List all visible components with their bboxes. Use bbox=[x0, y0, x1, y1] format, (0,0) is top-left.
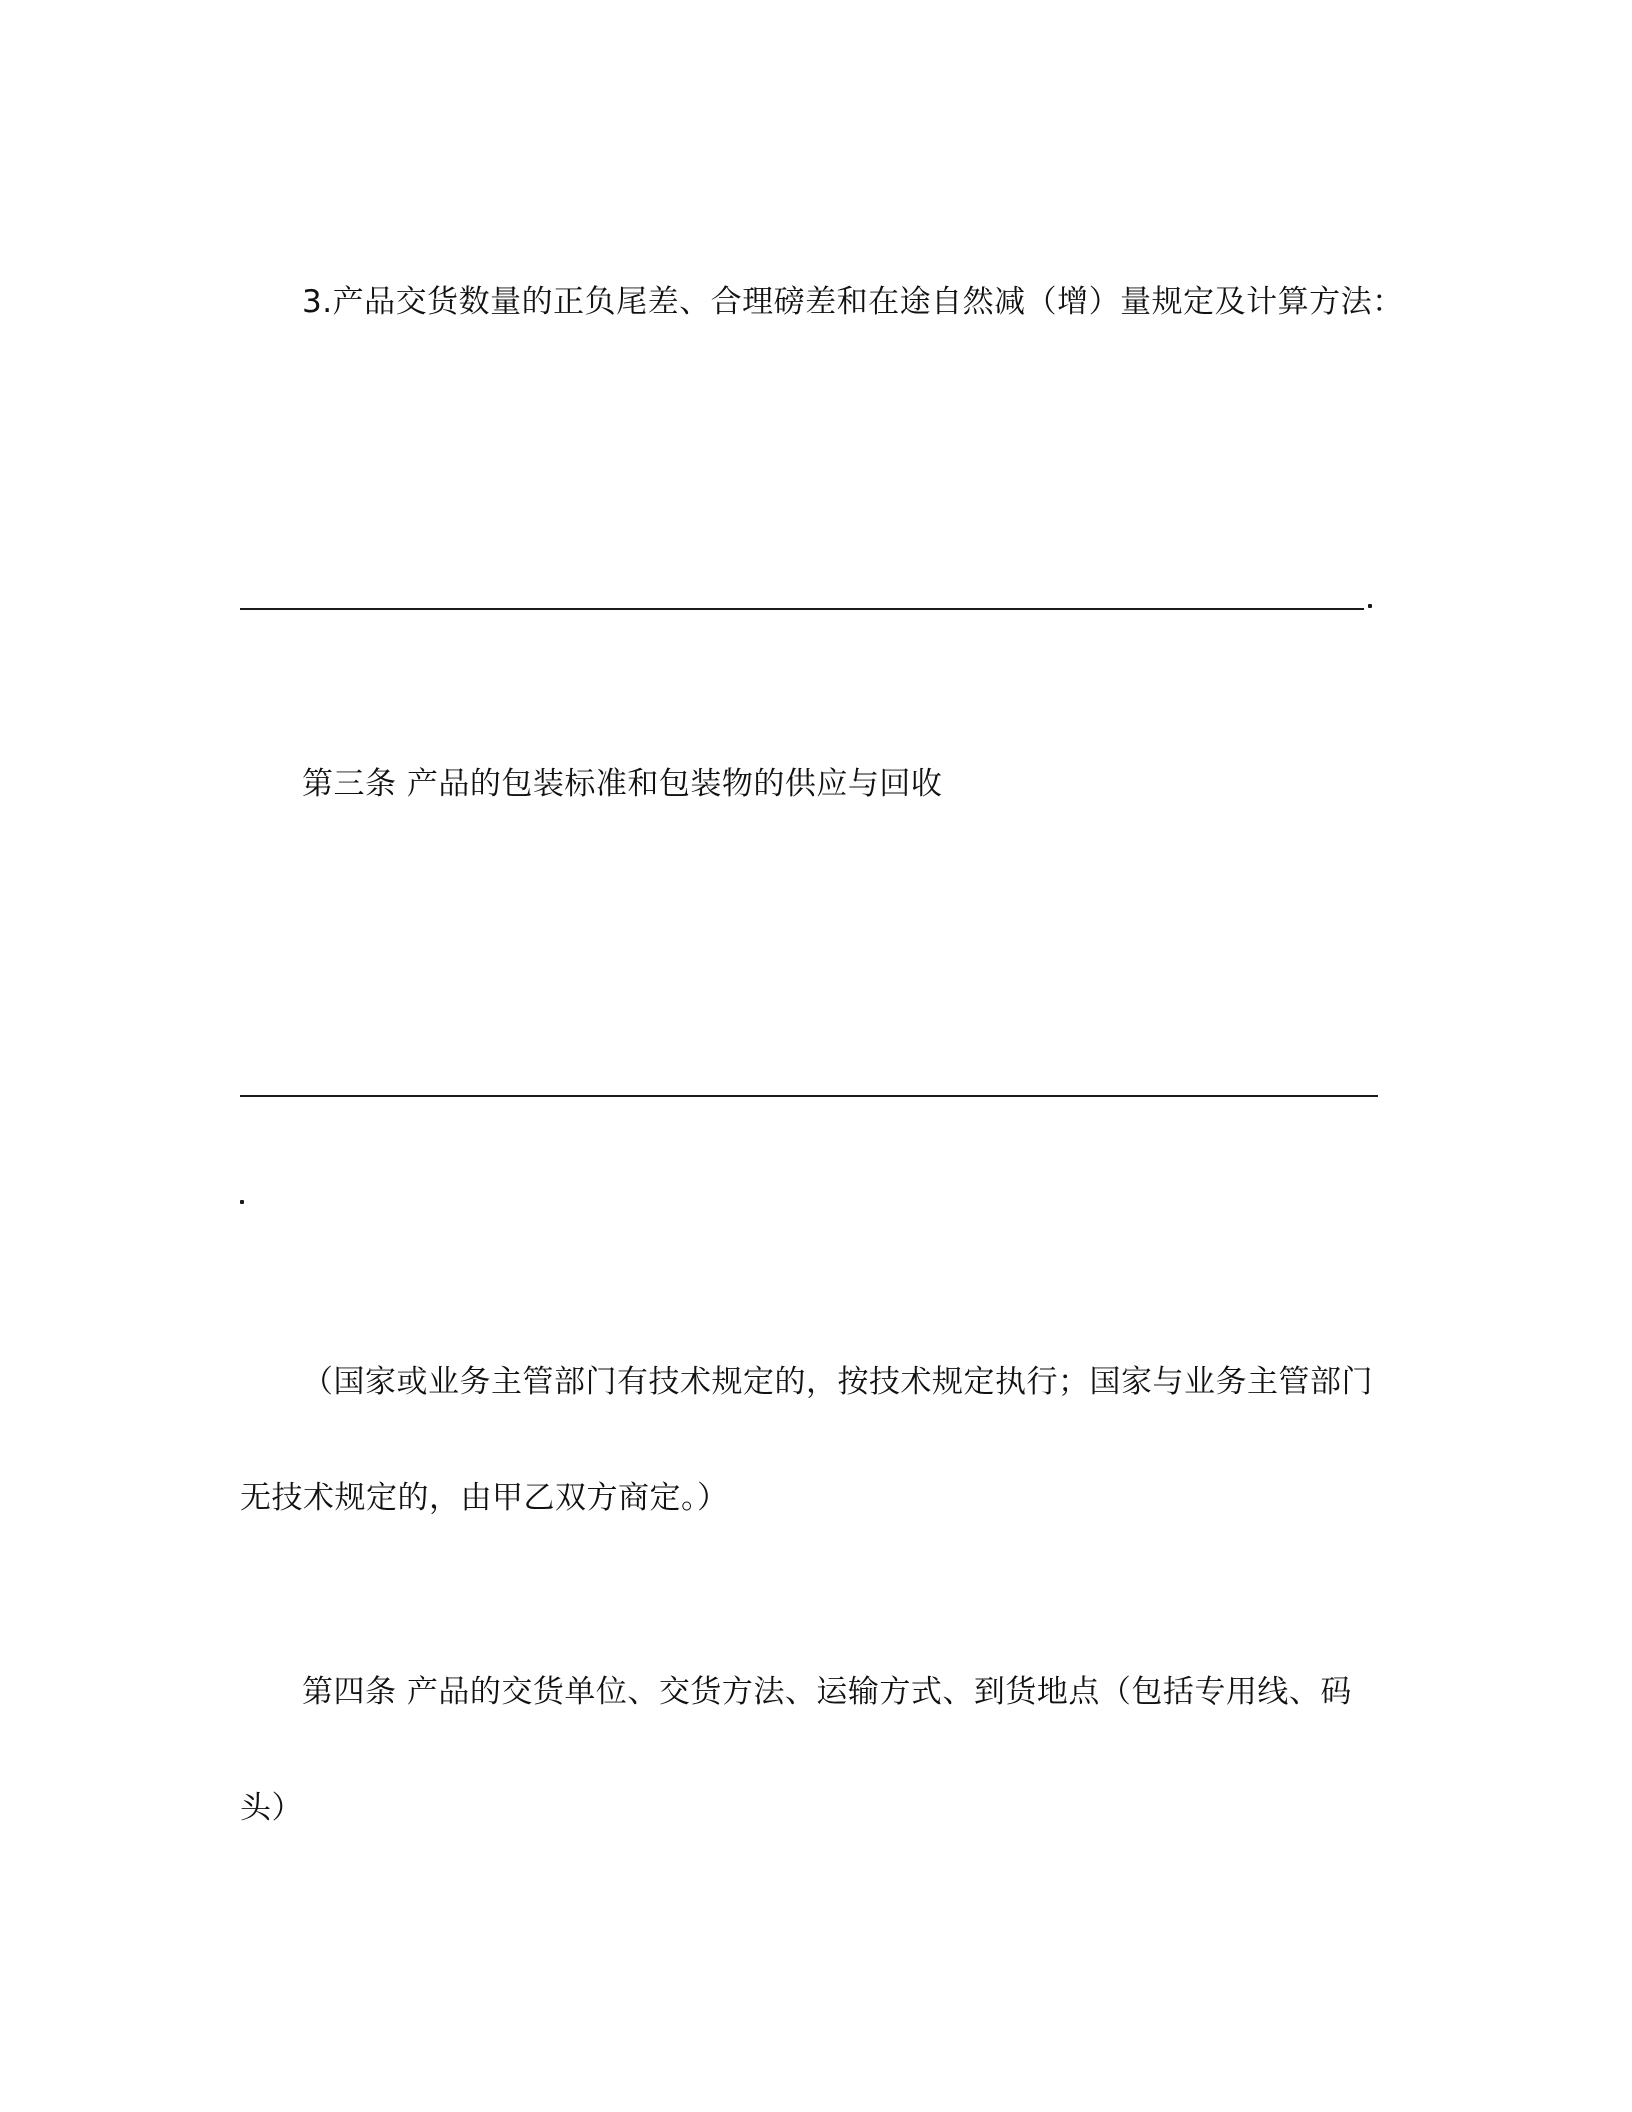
item-3-text: 3.产品交货数量的正负尾差、合理磅差和在途自然减（增）量规定及计算方法： bbox=[302, 284, 1404, 320]
blank-fill-period-1 bbox=[1368, 604, 1372, 608]
blank-fill-line-1 bbox=[240, 608, 1364, 610]
note-line-2: 无技术规定的，由甲乙双方商定。） bbox=[240, 1480, 729, 1516]
article-3-heading: 第三条 产品的包装标准和包装物的供应与回收 bbox=[302, 766, 943, 802]
article-4-line-1: 第四条 产品的交货单位、交货方法、运输方式、到货地点（包括专用线、码 bbox=[302, 1674, 1352, 1710]
article-4-line-2: 头） bbox=[240, 1790, 303, 1826]
blank-fill-period-2 bbox=[240, 1200, 244, 1204]
blank-fill-line-2 bbox=[240, 1095, 1378, 1097]
note-line-1: （国家或业务主管部门有技术规定的，按技术规定执行；国家与业务主管部门 bbox=[302, 1364, 1373, 1400]
